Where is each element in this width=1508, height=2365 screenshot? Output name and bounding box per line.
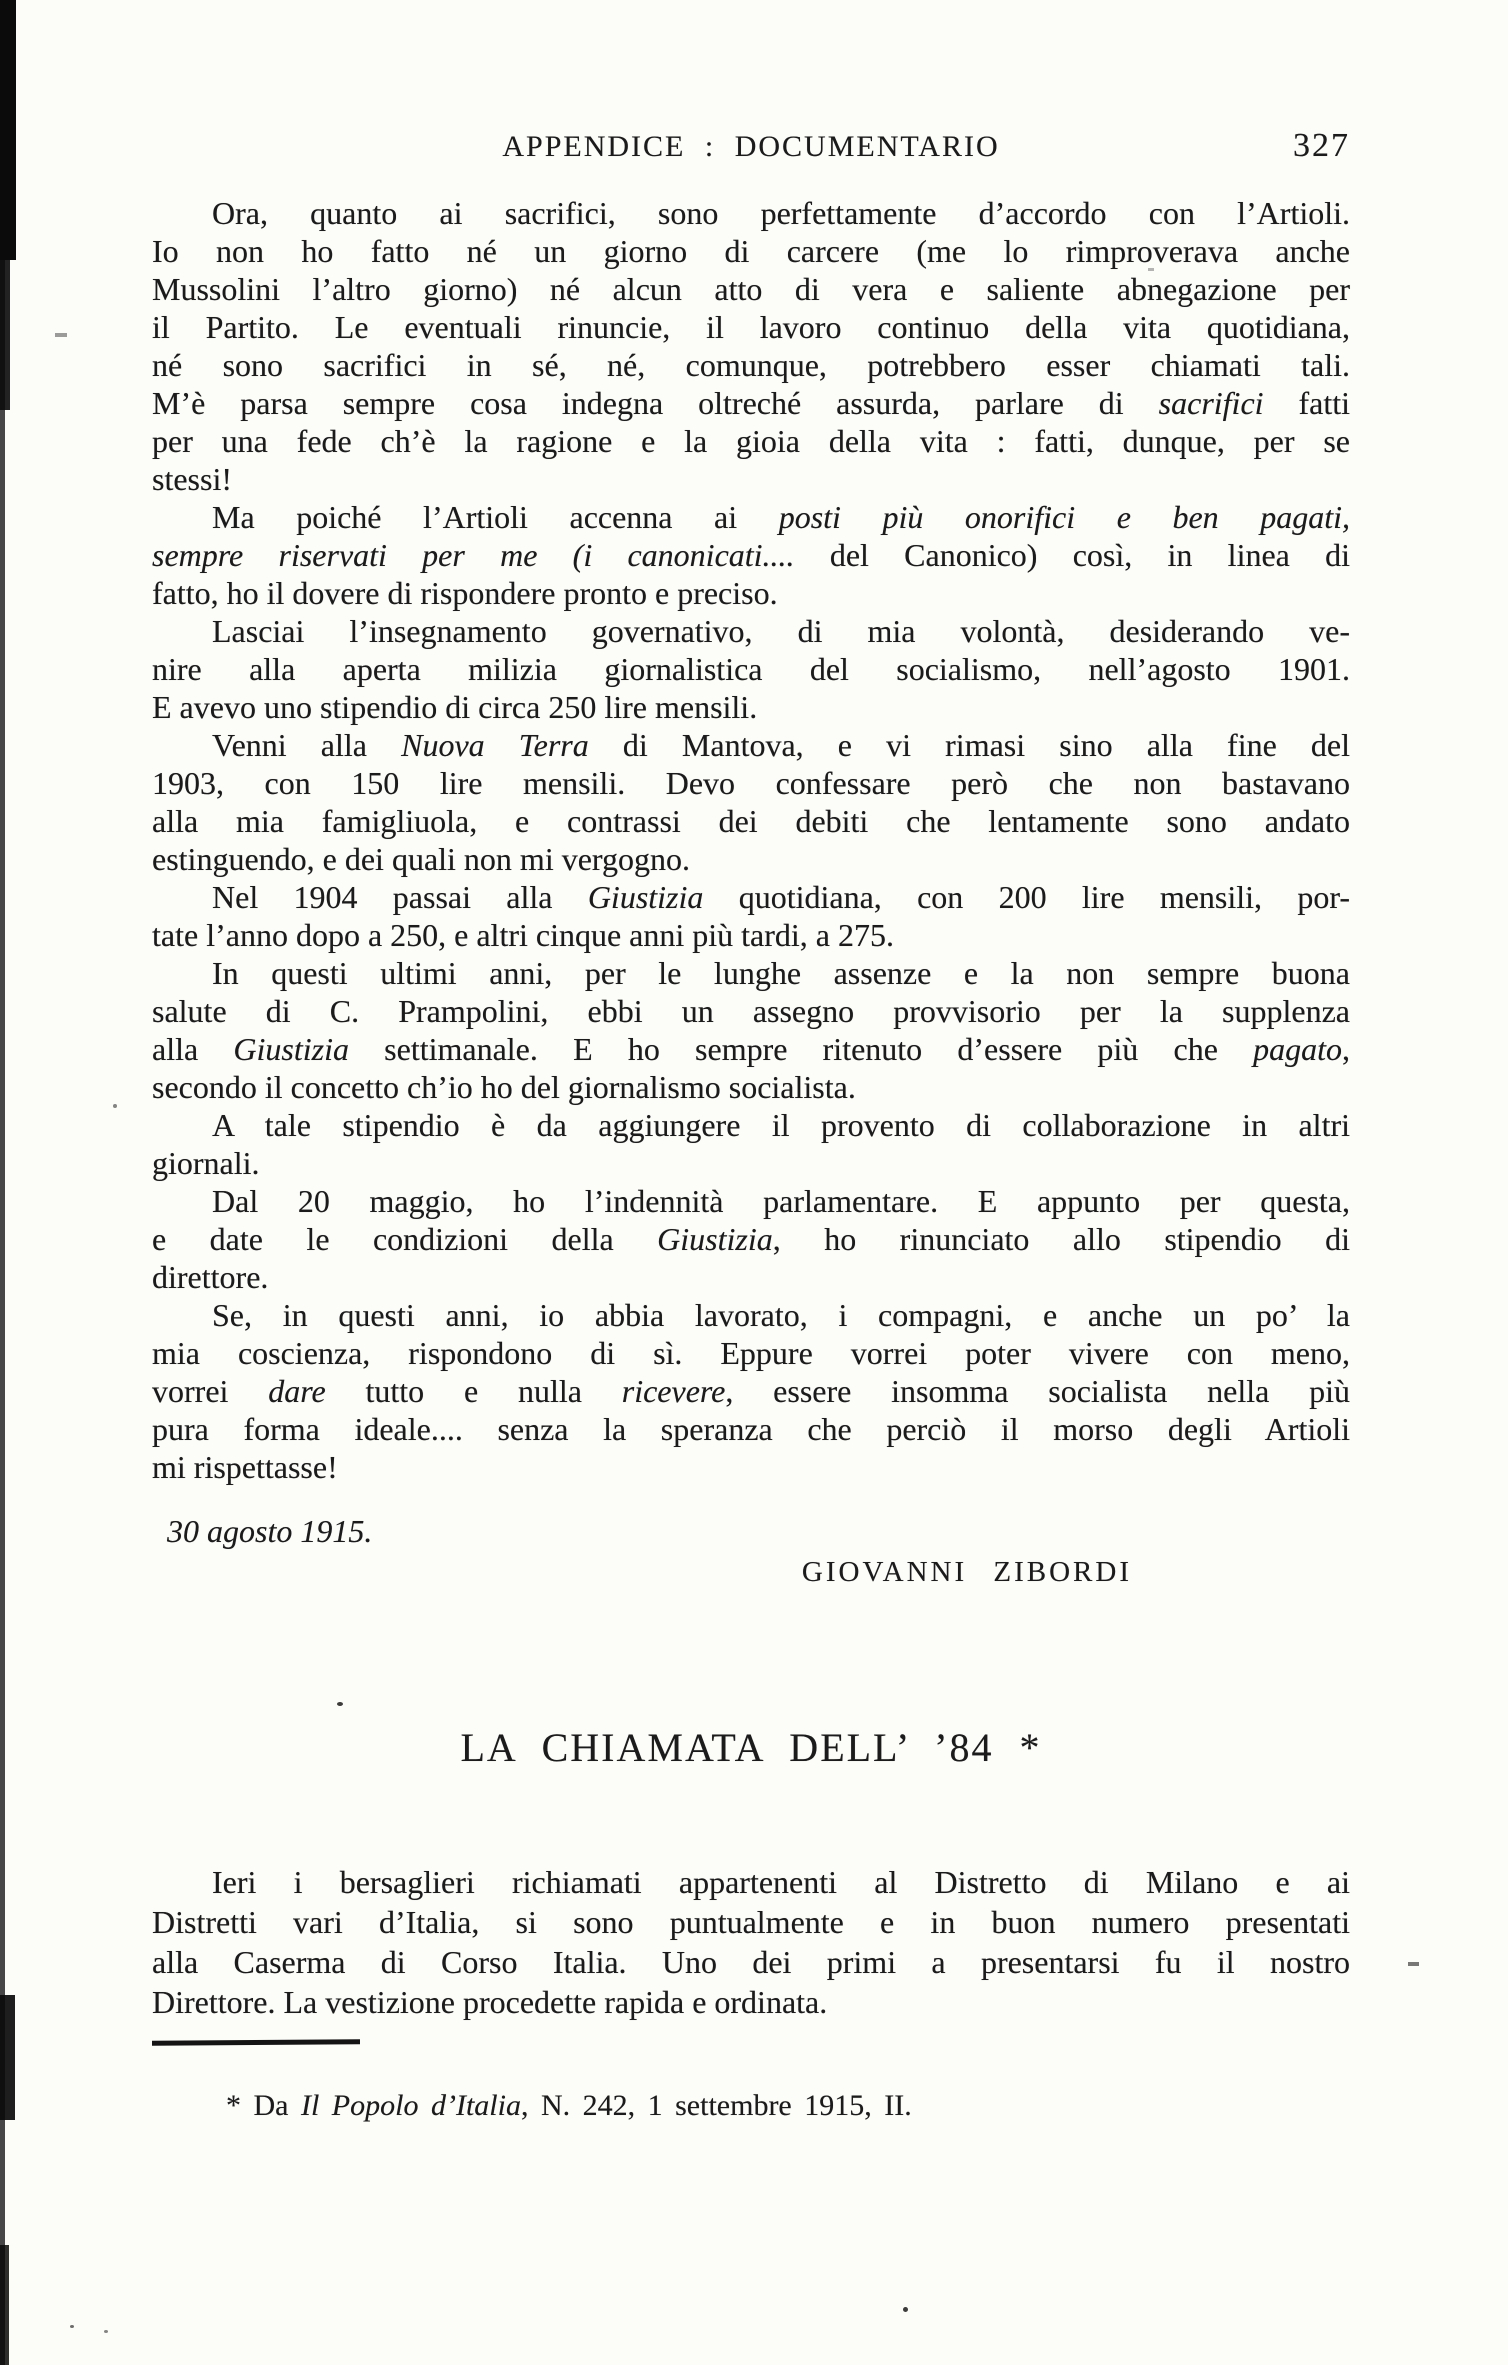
italic-segment: posti più onorifici e ben pagati, [778, 499, 1351, 535]
text-segment: il Partito. Le eventuali rinuncie, il lavoro continuo della vita quotidiana, [152, 309, 1350, 345]
text-line [152, 802, 1350, 840]
letter-text [152, 194, 1350, 1590]
text-segment: Distretti vari d’Italia, si sono puntualmente e in buon numero presentati [152, 1904, 1350, 1940]
text-segment: mi rispettasse! [152, 1449, 338, 1485]
text-line [152, 612, 1350, 650]
paragraph [152, 612, 1350, 726]
paragraph [152, 498, 1350, 612]
text-segment: direttore. [152, 1259, 269, 1295]
text-line [152, 1982, 1350, 2022]
running-head [152, 130, 1350, 164]
text-segment: , N. 242, 1 settembre 1915, II. [520, 2089, 912, 2122]
text-segment: tate l’anno dopo a 250, e altri cinque anni più tardi, a 275. [152, 917, 894, 953]
text-segment: né sono sacrifici in sé, né, comunque, potrebbero esser chiamati tali. [152, 347, 1350, 383]
text-line [152, 1182, 1350, 1220]
text-line [152, 1106, 1350, 1144]
text-line [152, 232, 1350, 270]
paragraph [152, 954, 1350, 1106]
letter-paragraphs [152, 194, 1350, 1486]
text-line [152, 1372, 1350, 1410]
text-line [152, 194, 1350, 232]
italic-segment: dare [268, 1373, 326, 1409]
text-segment: 1903, con 150 lire mensili. Devo confessare però che non bastavano [152, 765, 1350, 801]
text-segment: Io non ho fatto né un giorno di carcere (me lo rimproverava anche [152, 233, 1350, 269]
italic-segment: Nuova Terra [401, 727, 589, 763]
paragraph [152, 878, 1350, 954]
text-line [152, 1296, 1350, 1334]
text-segment: del Canonico) così, in linea di [794, 537, 1351, 573]
text-segment: Ora, quanto ai sacrifici, sono perfettamente d’accordo con l’Artioli. [212, 195, 1350, 231]
paragraph [152, 1182, 1350, 1296]
text-segment: * Da [226, 2089, 301, 2122]
text-line [152, 308, 1350, 346]
text-segment: Ieri i bersaglieri richiamati appartenenti al Distretto di Milano e ai [212, 1864, 1350, 1900]
article-paragraphs [152, 1862, 1350, 2022]
letter-date-line: 30 agosto 1915. [167, 1513, 373, 1549]
text-segment: , ho rinunciato allo stipendio di [772, 1221, 1350, 1257]
footnote [152, 2088, 1350, 2124]
text-line [152, 574, 1350, 612]
text-segment: M’è parsa sempre cosa indegna oltreché assurda, parlare di [152, 385, 1159, 421]
text-line [152, 1902, 1350, 1942]
text-segment: secondo il concetto ch’io ho del giornalismo socialista. [152, 1069, 856, 1105]
text-segment: di Mantova, e vi rimasi sino alla fine del [588, 727, 1351, 763]
text-line [152, 840, 1350, 878]
text-segment: pura forma ideale.... senza la speranza che perciò il morso degli Artioli [152, 1411, 1350, 1447]
text-segment: , essere insomma socialista nella più [725, 1373, 1351, 1409]
scan-artifact-bar-mid [0, 260, 10, 410]
text-line [152, 650, 1350, 688]
scan-artifact-bar-lower [0, 1995, 15, 2120]
text-segment: A tale stipendio è da aggiungere il provento di collaborazione in altri [212, 1107, 1350, 1143]
text-line [152, 2088, 1350, 2124]
text-segment: per una fede ch’è la ragione e la gioia della vita : fatti, dunque, per se [152, 423, 1350, 459]
text-segment: mia coscienza, rispondono di sì. Eppure vorrei poter vivere con meno, [152, 1335, 1350, 1371]
scan-artifact-bar-top [0, 0, 16, 260]
text-segment: alla mia famigliuola, e contrassi dei debiti che lentamente sono andato [152, 803, 1350, 839]
scan-speck [70, 2325, 74, 2328]
text-segment: nire alla aperta milizia giornalistica del socialismo, nell’agosto 1901. [152, 651, 1350, 687]
text-segment: Ma poiché l’Artioli accenna ai [212, 499, 779, 535]
footnote-rule [152, 2039, 360, 2045]
text-line [152, 1220, 1350, 1258]
running-head-title: APPENDICE : DOCUMENTARIO [502, 130, 1000, 163]
text-segment: Nel 1904 passai alla [212, 879, 588, 915]
text-line [152, 992, 1350, 1030]
text-segment: tutto e nulla [325, 1373, 622, 1409]
text-segment: In questi ultimi anni, per le lunghe assenze e la non sempre buona [212, 955, 1350, 991]
text-line [152, 1144, 1350, 1182]
text-line [152, 954, 1350, 992]
text-line [152, 270, 1350, 308]
italic-segment: sempre riservati per me (i canonicati.... [152, 537, 795, 573]
text-line [152, 422, 1350, 460]
paragraph [152, 1106, 1350, 1182]
text-segment: E avevo uno stipendio di circa 250 lire mensili. [152, 689, 758, 725]
paragraph [152, 726, 1350, 878]
italic-segment: sacrifici [1158, 385, 1264, 421]
text-line [152, 1258, 1350, 1296]
text-segment: salute di C. Prampolini, ebbi un assegno provvisorio per la supplenza [152, 993, 1350, 1029]
text-line [152, 384, 1350, 422]
text-line [152, 1068, 1350, 1106]
text-line [152, 460, 1350, 498]
text-line [152, 1030, 1350, 1068]
page-number: 327 [1293, 127, 1350, 164]
paragraph [152, 2088, 1350, 2124]
text-segment: fatto, ho il dovere di rispondere pronto e preciso. [152, 575, 778, 611]
text-line [152, 764, 1350, 802]
scan-speck [55, 333, 67, 337]
text-line [152, 498, 1350, 536]
text-line [152, 688, 1350, 726]
text-segment: estinguendo, e dei quali non mi vergogno. [152, 841, 690, 877]
scan-artifact-bar-bottom [0, 2245, 9, 2365]
text-line [152, 1942, 1350, 1982]
text-line [152, 1410, 1350, 1448]
text-segment: , [1342, 1031, 1351, 1067]
paragraph [152, 1296, 1350, 1486]
paragraph [152, 1862, 1350, 2022]
text-segment: Lasciai l’insegnamento governativo, di mia volontà, desiderando ve- [212, 613, 1350, 649]
scan-speck [1408, 1962, 1419, 1966]
scan-speck [337, 1702, 343, 1706]
text-segment: quotidiana, con 200 lire mensili, por- [703, 879, 1351, 915]
text-segment: alla [152, 1031, 234, 1067]
paragraph [152, 194, 1350, 498]
text-line [152, 916, 1350, 954]
text-segment: vorrei [152, 1373, 269, 1409]
text-segment: stessi! [152, 461, 232, 497]
scan-speck [903, 2307, 908, 2312]
italic-segment: ricevere [621, 1373, 726, 1409]
text-segment: alla Caserma di Corso Italia. Uno dei primi a presentarsi fu il nostro [152, 1944, 1350, 1980]
letter-signature: GIOVANNI ZIBORDI [801, 1556, 1132, 1588]
text-line [152, 878, 1350, 916]
text-line [152, 1448, 1350, 1486]
text-segment: Venni alla [212, 727, 402, 763]
text-line [152, 1334, 1350, 1372]
text-line [152, 346, 1350, 384]
text-line [152, 1862, 1350, 1902]
text-segment: Dal 20 maggio, ho l’indennità parlamentare. E appunto per questa, [212, 1183, 1350, 1219]
italic-segment: Giustizia [657, 1221, 773, 1257]
text-segment: Direttore. La vestizione procedette rapida e ordinata. [152, 1984, 828, 2020]
text-segment: giornali. [152, 1145, 260, 1181]
text-line [152, 536, 1350, 574]
article-title: LA CHIAMATA DELL’ ’84 * [460, 1725, 1042, 1770]
scan-speck [113, 1104, 117, 1108]
text-segment: Se, in questi anni, io abbia lavorato, i compagni, e anche un po’ la [212, 1297, 1350, 1333]
scan-speck [104, 2330, 108, 2333]
article-section [152, 1726, 1350, 2022]
italic-segment: pagato [1253, 1031, 1343, 1067]
text-segment: e date le condizioni della [152, 1221, 658, 1257]
text-line [152, 726, 1350, 764]
text-segment: settimanale. E ho sempre ritenuto d’essere più che [348, 1031, 1254, 1067]
text-segment: Mussolini l’altro giorno) né alcun atto di vera e saliente abnegazione per [152, 271, 1350, 307]
italic-segment: Giustizia [587, 879, 704, 915]
italic-segment: Giustizia [233, 1031, 349, 1067]
text-segment: fatti [1263, 385, 1351, 421]
italic-segment: Il Popolo d’Italia [300, 2089, 521, 2122]
